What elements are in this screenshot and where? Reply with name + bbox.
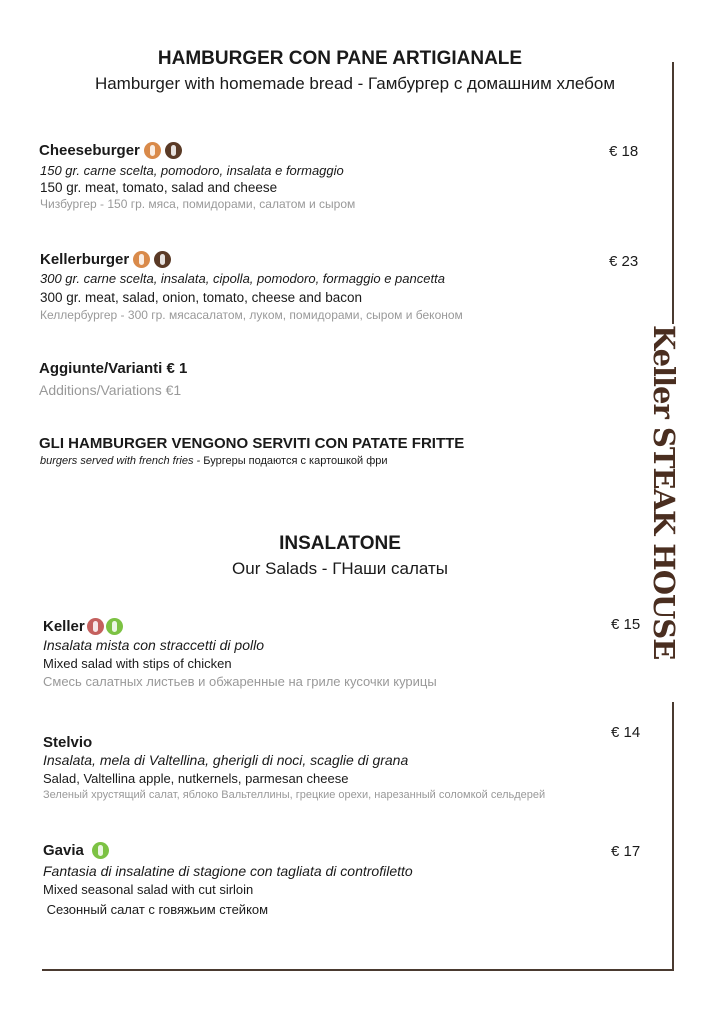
item-desc-ru: Зеленый хрустящий салат, яблоко Вальтеллины, грецкие орехи, нарезанный соломкой сельдерей xyxy=(43,789,546,801)
item-price: € 14 xyxy=(611,724,641,741)
item-price: € 23 xyxy=(609,253,639,270)
item-desc-ru: Келлербургер - 300 гр. мясасалатом, луком, помидорами, сыром и беконом xyxy=(40,308,463,322)
additions-title: Aggiunte/Varianti € 1 xyxy=(39,360,188,377)
item-desc-it: Fantasia di insalatine di stagione con tagliata di controfiletto xyxy=(43,863,413,879)
item-desc-ru: Чизбургер - 150 гр. мяса, помидорами, салатом и сыром xyxy=(40,197,356,211)
hamburger-title: HAMBURGER CON PANE ARTIGIANALE xyxy=(157,48,523,69)
item-desc-it: Insalata mista con straccetti di pollo xyxy=(43,637,264,653)
salad-subtitle: Our Salads - ГНаши салаты xyxy=(232,559,448,578)
dairy-icon xyxy=(165,142,182,159)
fries-note-title: GLI HAMBURGER VENGONO SERVITI CON PATATE FRITTE xyxy=(39,435,465,452)
wheat-icon xyxy=(144,142,161,159)
dairy-icon xyxy=(154,251,171,268)
meat-icon xyxy=(87,618,104,635)
border-line-horizontal xyxy=(42,969,674,971)
additions-subtitle: Additions/Variations €1 xyxy=(39,382,182,398)
fries-note-ru: Бургеры подаются с картошкой фри xyxy=(203,455,388,467)
item-desc-en: 300 gr. meat, salad, onion, tomato, cheese and bacon xyxy=(40,290,362,305)
fries-note-en: burgers served with french fries - xyxy=(40,455,201,467)
item-name: Kellerburger xyxy=(40,251,130,268)
hamburger-subtitle: Hamburger with homemade bread - Гамбургер с домашним хлебом xyxy=(94,74,616,93)
vegetable-icon xyxy=(92,842,109,859)
item-desc-it: 150 gr. carne scelta, pomodoro, insalata e formaggio xyxy=(40,163,344,178)
border-line-bottom xyxy=(672,702,674,971)
fries-note-subtitle xyxy=(40,455,388,467)
item-desc-en: Salad, Valtellina apple, nutkernels, parmesan cheese xyxy=(43,771,349,786)
item-desc-en: Mixed salad with stips of chicken xyxy=(43,656,232,671)
item-desc-ru: Смесь салатных листьев и обжаренные на гриле кусочки курицы xyxy=(43,674,437,689)
item-name: Keller xyxy=(43,618,85,635)
brand-logo: Keller STEAK HOUSE xyxy=(647,325,681,660)
item-price: € 18 xyxy=(609,143,639,160)
item-desc-it: 300 gr. carne scelta, insalata, cipolla, pomodoro, formaggio e pancetta xyxy=(40,271,445,286)
item-price: € 15 xyxy=(611,616,641,633)
border-line-top xyxy=(672,62,674,324)
item-name: Gavia xyxy=(43,842,84,859)
item-desc-en: 150 gr. meat, tomato, salad and cheese xyxy=(40,180,278,195)
item-price: € 17 xyxy=(611,843,641,860)
item-name: Cheeseburger xyxy=(39,142,140,159)
wheat-icon xyxy=(133,251,150,268)
item-desc-ru: Сезонный салат с говяжьим стейком xyxy=(43,902,269,917)
item-desc-en: Mixed seasonal salad with cut sirloin xyxy=(43,882,254,897)
item-name: Stelvio xyxy=(43,734,93,751)
item-desc-it: Insalata, mela di Valtellina, gherigli di noci, scaglie di grana xyxy=(43,752,409,768)
salad-title: INSALATONE xyxy=(279,533,401,554)
vegetable-icon xyxy=(106,618,123,635)
